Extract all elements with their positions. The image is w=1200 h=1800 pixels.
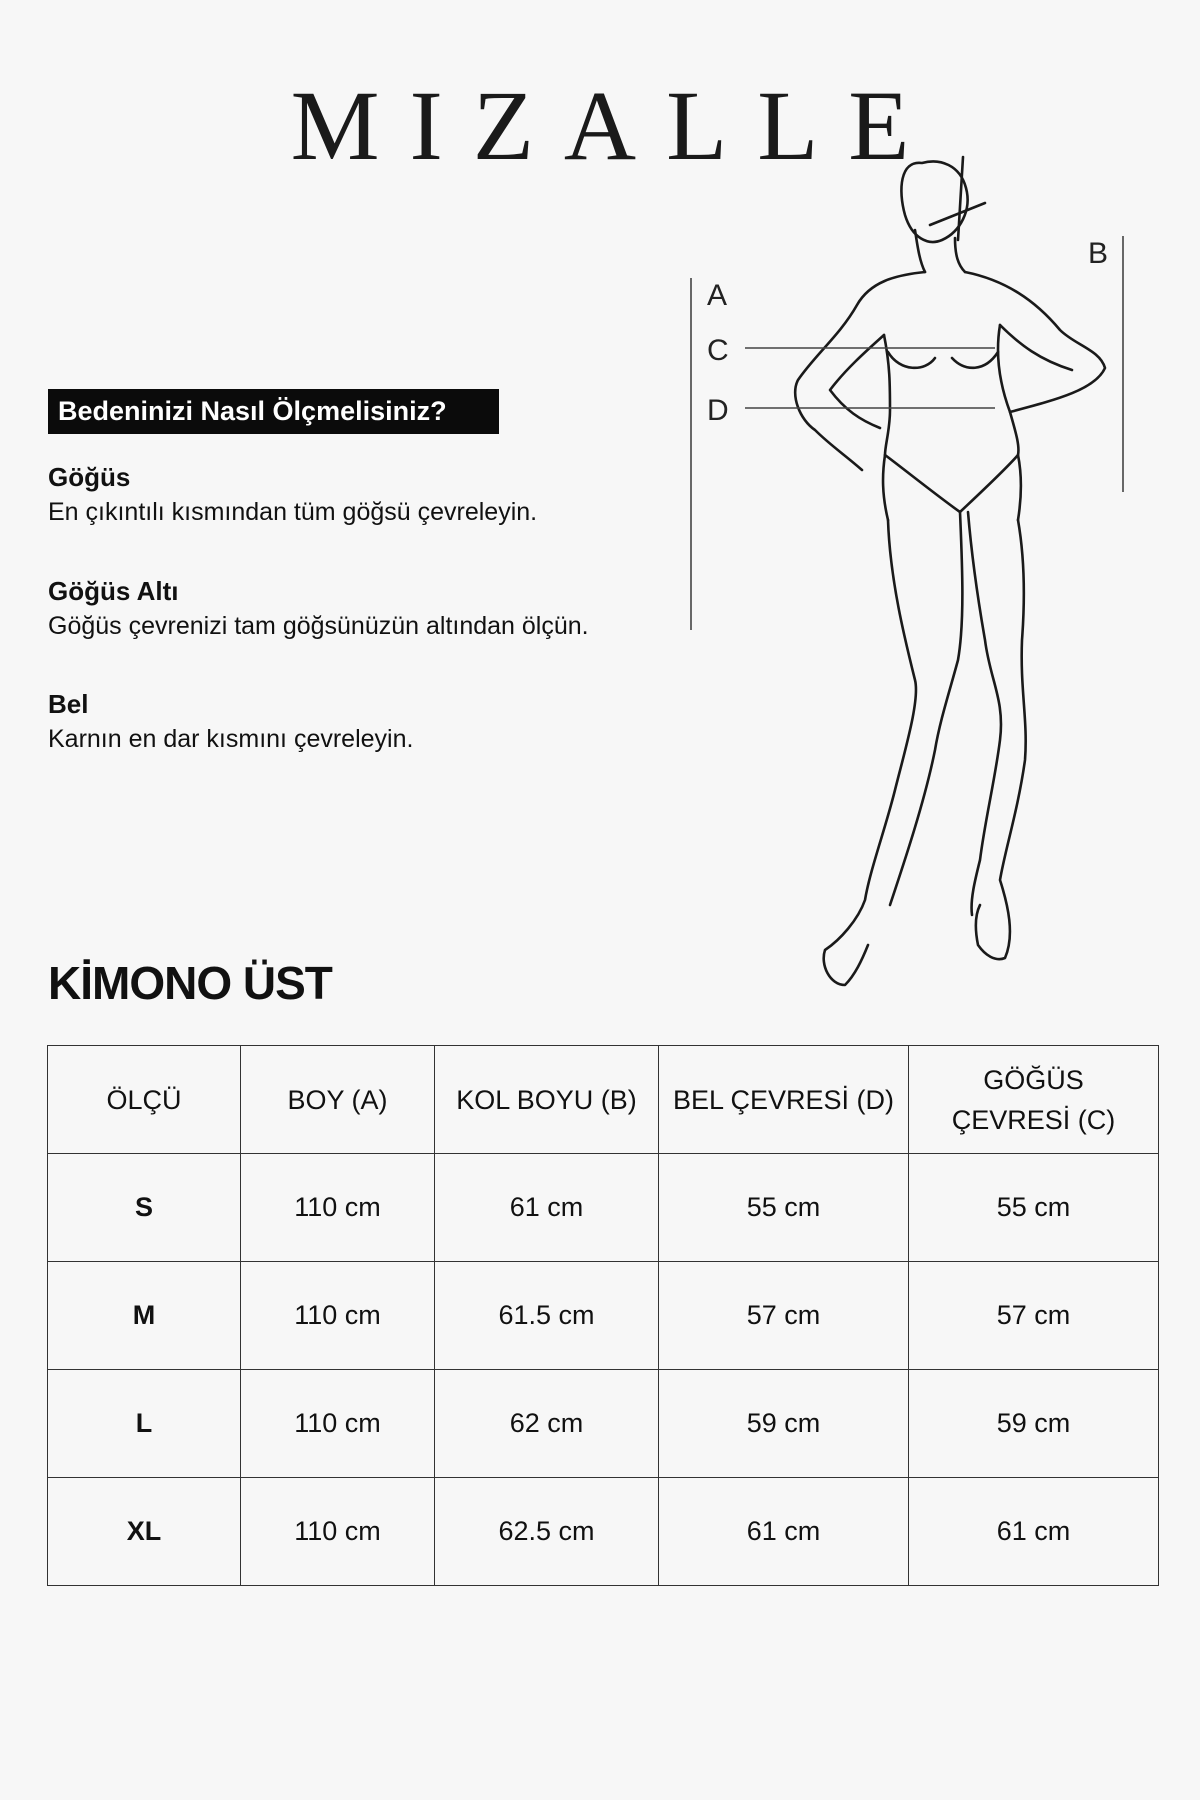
header-length: BOY (A)	[241, 1046, 435, 1154]
table-row	[48, 1478, 1159, 1586]
product-title: KİMONO ÜST	[48, 957, 332, 1009]
cell-chest: 61 cm	[909, 1478, 1159, 1586]
guide-item-desc: Karnın en dar kısmını çevreleyin.	[48, 725, 414, 753]
cell-sleeve: 61.5 cm	[435, 1262, 659, 1370]
cell-size: S	[48, 1154, 241, 1262]
size-table	[47, 1045, 1159, 1586]
guide-item-desc: En çıkıntılı kısmından tüm göğsü çevreleyin.	[48, 498, 538, 526]
body-outline-icon	[680, 150, 1180, 1000]
guide-item-title: Bel	[48, 689, 89, 719]
cell-sleeve: 62.5 cm	[435, 1478, 659, 1586]
header-waist: BEL ÇEVRESİ (D)	[659, 1046, 909, 1154]
header-size: ÖLÇÜ	[48, 1046, 241, 1154]
label-c: C	[707, 334, 729, 367]
cell-chest: 59 cm	[909, 1370, 1159, 1478]
label-d: D	[707, 394, 729, 427]
header-chest-line1: GÖĞÜS	[983, 1064, 1084, 1095]
table-header-row	[48, 1046, 1159, 1154]
guide-item-chest	[48, 460, 537, 530]
cell-waist: 57 cm	[659, 1262, 909, 1370]
cell-sleeve: 62 cm	[435, 1370, 659, 1478]
header-chest-line2: ÇEVRESİ (C)	[951, 1104, 1116, 1135]
guide-item-waist	[48, 687, 413, 757]
header-sleeve: KOL BOYU (B)	[435, 1046, 659, 1154]
measure-guide-title: Bedeninizi Nasıl Ölçmelisiniz?	[48, 389, 499, 434]
cell-length: 110 cm	[241, 1478, 435, 1586]
header-chest	[909, 1046, 1159, 1154]
cell-size: XL	[48, 1478, 241, 1586]
cell-size: L	[48, 1370, 241, 1478]
cell-chest: 55 cm	[909, 1154, 1159, 1262]
table-row	[48, 1370, 1159, 1478]
cell-waist: 55 cm	[659, 1154, 909, 1262]
cell-waist: 61 cm	[659, 1478, 909, 1586]
cell-size: M	[48, 1262, 241, 1370]
cell-length: 110 cm	[241, 1370, 435, 1478]
cell-length: 110 cm	[241, 1262, 435, 1370]
table-row	[48, 1262, 1159, 1370]
cell-sleeve: 61 cm	[435, 1154, 659, 1262]
label-b: B	[1088, 237, 1109, 270]
cell-waist: 59 cm	[659, 1370, 909, 1478]
brand-logo: MIZALLE	[290, 70, 940, 181]
guide-item-underbust	[48, 574, 589, 644]
table-row	[48, 1154, 1159, 1262]
label-a: A	[707, 279, 728, 312]
guide-item-title: Göğüs Altı	[48, 576, 179, 606]
guide-item-title: Göğüs	[48, 462, 131, 492]
cell-length: 110 cm	[241, 1154, 435, 1262]
cell-chest: 57 cm	[909, 1262, 1159, 1370]
guide-item-desc: Göğüs çevrenizi tam göğsünüzün altından ölçün.	[48, 612, 589, 640]
